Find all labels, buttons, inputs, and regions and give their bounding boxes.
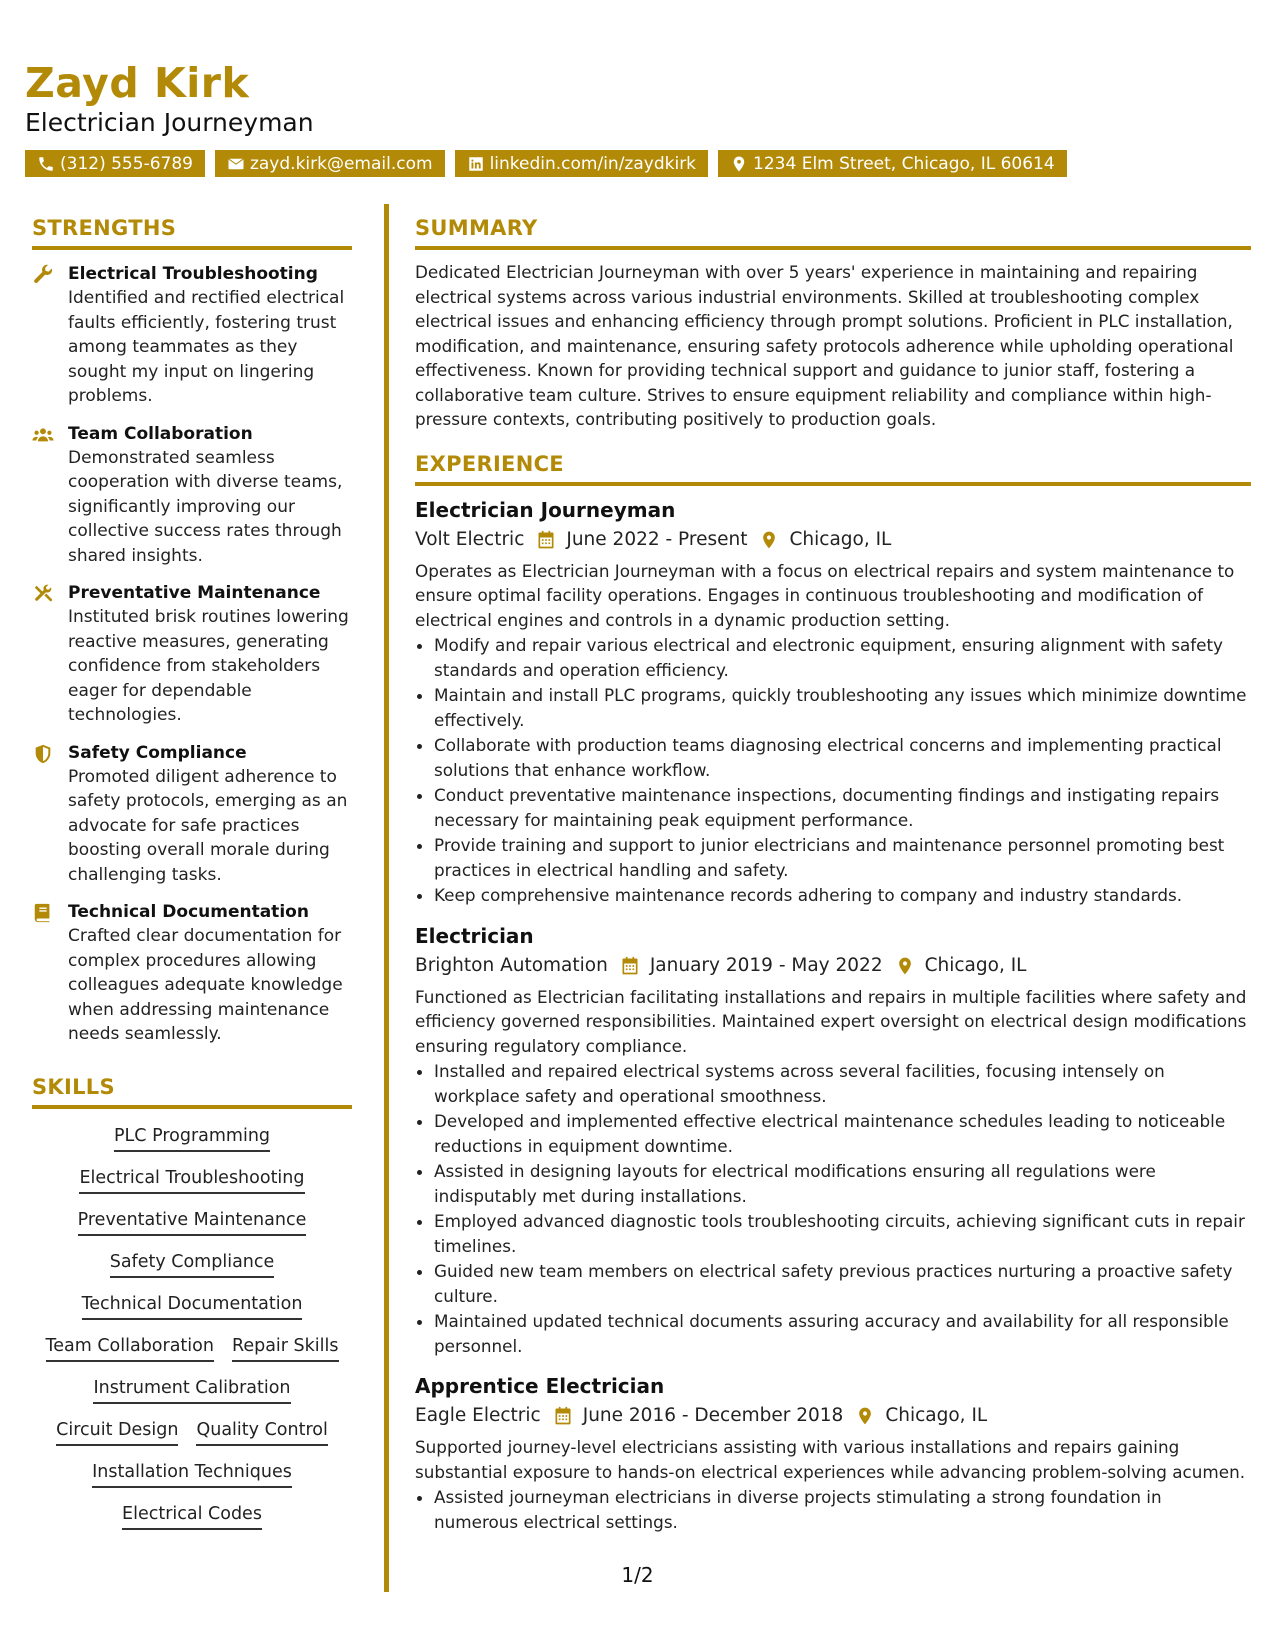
strengths-heading: STRENGTHS [32, 214, 352, 250]
contact-linkedin[interactable] [455, 150, 708, 177]
job-description: Supported journey-level electricians assisting with various installations and repairs gaining substantial exposure to hands-on electrical experiences while advancing problem-solving acumen. [415, 1437, 1246, 1482]
job-description: Functioned as Electrician facilitating installations and repairs in multiple facilities where safety and efficiency governed responsibilities. Maintained expert oversight on electrical design modifications ensuring regulatory compliance. [415, 986, 1247, 1056]
summary-text: Dedicated Electrician Journeyman with over 5 years' experience in maintaining and repairing electrical systems across various industrial environments. Skilled at troubleshooting complex electrical issues and enhancing efficiency through prompt solutions. Proficient in PLC installation, modification, and maintenance, ensuring safety protocols adherence while upholding operational effectiveness. Known for providing technical support and guidance to junior staff, fostering a collaborative team culture. Strives to ensure equipment reliability and compliance within high-pressure contexts, contributing positively to production goals. [415, 262, 1234, 429]
page-number: 1/2 [621, 1563, 654, 1587]
skill-tag: Team Collaboration [46, 1333, 214, 1362]
skill-tag: Electrical Codes [122, 1501, 262, 1530]
calendar-icon [620, 956, 640, 976]
experience-heading: EXPERIENCE [415, 450, 1251, 486]
list-item: • Assisted in designing layouts for electrical modifications ensuring all regulations were indisputably met during installations. [434, 1159, 1251, 1208]
phone-icon [37, 155, 55, 173]
strength-item [32, 422, 352, 569]
strength-description: Promoted diligent adherence to safety protocols, emerging as an advocate for safe practices boosting overall morale during challenging tasks. [68, 766, 348, 885]
contact-address [718, 150, 1067, 177]
job-description: Operates as Electrician Journeyman with a focus on electrical repairs and system maintenance to ensure optimal facility operations. Engages in continuous troubleshooting and modification of electrical engines and controls in a dynamic production setting. [415, 560, 1235, 630]
skill-tag: Electrical Troubleshooting [79, 1165, 304, 1194]
email-text: zayd.kirk@email.com [249, 153, 433, 174]
location-pin-icon [895, 956, 915, 976]
skill-tag: Circuit Design [56, 1417, 178, 1446]
job-bullets [415, 633, 1251, 908]
resume-header [25, 58, 1255, 177]
strength-item [32, 741, 352, 888]
tools-icon [32, 581, 60, 728]
company-name: Eagle Electric [415, 1405, 541, 1426]
job-location: Chicago, IL [885, 1405, 988, 1426]
job-location: Chicago, IL [924, 954, 1027, 976]
skill-tag: Safety Compliance [110, 1249, 275, 1278]
address-text: 1234 Elm Street, Chicago, IL 60614 [753, 153, 1055, 174]
list-item: • Keep comprehensive maintenance records adhering to company and industry standards. [434, 883, 1251, 908]
skill-tag: Quality Control [196, 1417, 327, 1446]
strength-description: Crafted clear documentation for complex procedures allowing colleagues adequate knowledge when addressing maintenance needs seamlessly. [68, 926, 343, 1044]
book-icon [32, 900, 60, 1047]
job-dates: June 2022 - Present [566, 528, 748, 550]
list-item: • Maintained updated technical documents assuring accuracy and availability for all responsible personnel. [434, 1309, 1251, 1358]
job-title: Electrician [415, 923, 534, 948]
shield-icon [32, 741, 60, 888]
linkedin-icon [467, 155, 485, 173]
right-column [415, 214, 1251, 1535]
users-icon [32, 422, 60, 569]
company-name: Volt Electric [415, 528, 525, 550]
list-item: • Conduct preventative maintenance inspections, documenting findings and instigating repairs necessary for maintaining peak equipment performance. [434, 783, 1251, 832]
job-bullets [415, 1059, 1251, 1358]
strength-item [32, 262, 352, 409]
strength-title: Preventative Maintenance [68, 583, 321, 603]
list-item: • Installed and repaired electrical systems across several facilities, focusing intensely on workplace safety and operational smoothness. [434, 1059, 1251, 1108]
contact-bar [25, 150, 1255, 177]
job-dates: June 2016 - December 2018 [582, 1405, 844, 1426]
job-bullets [415, 1485, 1251, 1534]
skill-tag: Repair Skills [232, 1333, 339, 1362]
job-meta [415, 1401, 1251, 1431]
strength-title: Team Collaboration [68, 423, 253, 444]
location-pin-icon [855, 1406, 875, 1426]
location-pin-icon [759, 530, 779, 550]
wrench-icon [32, 262, 60, 409]
skill-tag: Technical Documentation [82, 1291, 303, 1320]
skills-list [32, 1123, 352, 1530]
list-item: • Guided new team members on electrical safety previous practices nurturing a proactive safety culture. [434, 1259, 1251, 1308]
phone-text: (312) 555-6789 [60, 153, 193, 174]
strength-description: Demonstrated seamless cooperation with diverse teams, significantly improving our collective success rates through shared insights. [68, 447, 343, 566]
job-location: Chicago, IL [789, 528, 892, 550]
linkedin-text: linkedin.com/in/zaydkirk [489, 153, 697, 174]
strength-description: Identified and rectified electrical faults efficiently, fostering trust among teammates as they sought my input on lingering problems. [68, 288, 345, 406]
list-item: • Modify and repair various electrical and electronic equipment, ensuring alignment with safety standards and operation efficiency. [434, 633, 1251, 682]
calendar-icon [536, 530, 556, 550]
list-item: • Employed advanced diagnostic tools troubleshooting circuits, achieving significant cuts in repair timelines. [434, 1209, 1251, 1258]
calendar-icon [553, 1406, 573, 1426]
job-title: Electrician Journeyman [415, 497, 676, 522]
skill-tag: Preventative Maintenance [78, 1207, 307, 1236]
skill-tag: PLC Programming [114, 1123, 270, 1152]
job-entry [415, 496, 1251, 908]
strength-title: Safety Compliance [68, 742, 247, 763]
candidate-name: Zayd Kirk [25, 59, 250, 107]
list-item: • Assisted journeyman electricians in diverse projects stimulating a strong foundation in numerous electrical settings. [434, 1485, 1251, 1534]
strength-title: Electrical Troubleshooting [68, 264, 318, 284]
skills-heading: SKILLS [32, 1073, 352, 1109]
job-meta [415, 525, 1251, 555]
strength-item [32, 900, 352, 1047]
left-column [32, 214, 352, 1543]
list-item: • Provide training and support to junior electricians and maintenance personnel promoting best practices in electrical handling and safety. [434, 833, 1251, 882]
contact-email[interactable] [215, 150, 445, 177]
candidate-role: Electrician Journeyman [25, 108, 314, 137]
job-entry [415, 922, 1251, 1359]
job-dates: January 2019 - May 2022 [649, 954, 883, 976]
list-item: • Collaborate with production teams diagnosing electrical concerns and implementing practical solutions that enhance workflow. [434, 733, 1251, 782]
job-entry [415, 1372, 1251, 1534]
job-title: Apprentice Electrician [415, 1374, 665, 1398]
list-item: • Developed and implemented effective electrical maintenance schedules leading to noticeable reductions in equipment downtime. [434, 1109, 1251, 1158]
list-item: • Maintain and install PLC programs, quickly troubleshooting any issues which minimize downtime effectively. [434, 683, 1251, 732]
strength-description: Instituted brisk routines lowering reactive measures, generating confidence from stakeholders eager for dependable technologies. [68, 607, 349, 725]
skill-tag: Instrument Calibration [93, 1375, 290, 1404]
strength-item [32, 581, 352, 728]
company-name: Brighton Automation [415, 954, 608, 976]
job-meta [415, 951, 1251, 981]
contact-phone[interactable] [25, 150, 205, 177]
email-icon [227, 155, 245, 173]
strengths-list [32, 262, 352, 1047]
summary-heading: SUMMARY [415, 214, 1251, 250]
skill-tag: Installation Techniques [92, 1459, 292, 1488]
column-divider [384, 204, 389, 1592]
location-pin-icon [730, 155, 748, 173]
strength-title: Technical Documentation [68, 902, 309, 922]
